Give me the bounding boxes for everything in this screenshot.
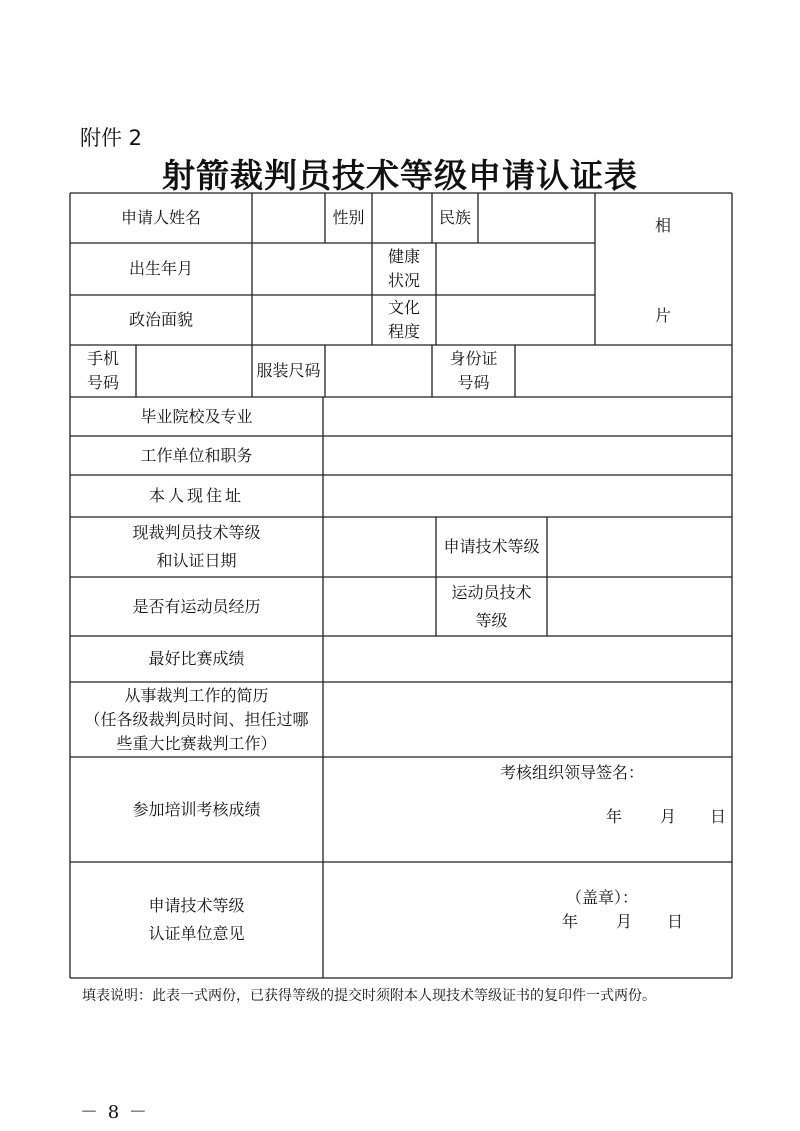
photo-label-bottom: 片 [655,306,672,325]
opinion-year-label: 年 [562,912,579,931]
photo-label-top: 相 [655,216,672,235]
education-label-line2: 程度 [387,322,420,341]
resume-line2: （任各级裁判员时间、担任过哪 [84,709,309,729]
education-label [372,295,436,345]
education-label-line1: 文化 [387,298,420,317]
form-title: 射箭裁判员技术等级申请认证表 [162,156,638,195]
clothing-size-label: 服装尺码 [256,361,321,380]
political-field[interactable] [252,295,372,345]
school-major-field[interactable] [323,397,732,436]
clothing-size-field[interactable] [325,345,432,397]
work-unit-label: 工作单位和职务 [140,445,253,465]
phone-label-line1: 手机 [86,349,119,368]
address-field[interactable] [323,475,732,517]
birth-field[interactable] [252,243,372,295]
leader-sign-label: 考核组织领导签名： [500,763,645,782]
id-number-field[interactable] [515,345,732,397]
resume-label [70,682,323,757]
athlete-history-label: 是否有运动员经历 [132,596,261,616]
apply-grade-field[interactable] [547,517,732,577]
political-label: 政治面貌 [128,310,193,329]
phone-label [70,345,136,397]
training-year-label: 年 [606,807,623,826]
health-label-line1: 健康 [387,247,420,266]
attachment-label: 附件 2 [80,126,143,150]
training-score-label: 参加培训考核成绩 [132,799,261,819]
training-month-label: 月 [660,807,677,826]
unit-opinion-label [70,862,323,978]
best-result-label: 最好比赛成绩 [148,649,245,668]
health-label-line2: 状况 [387,271,420,290]
fill-instructions: 填表说明：此表一式两份，已获得等级的提交时须附本人现技术等级证书的复印件一式两份。 [82,988,656,1004]
id-number-label [432,345,515,397]
resume-line1: 从事裁判工作的简历 [124,685,269,705]
athlete-grade-field[interactable] [547,577,732,636]
applicant-name-field[interactable] [252,193,325,243]
current-grade-field[interactable] [323,517,436,577]
address-label: 本人现住址 [148,486,244,505]
athlete-history-field[interactable] [323,577,436,636]
unit-opinion-line1: 申请技术等级 [148,896,245,915]
current-grade-label [70,517,323,577]
phone-field[interactable] [136,345,252,397]
athlete-grade-line1: 运动员技术 [451,582,532,602]
gender-label: 性别 [332,208,365,227]
training-day-label: 日 [710,807,727,826]
id-label-line2: 号码 [457,373,490,392]
resume-line3: 些重大比赛裁判工作） [116,733,277,753]
opinion-day-label: 日 [667,912,684,931]
opinion-month-label: 月 [616,912,633,931]
apply-grade-label: 申请技术等级 [443,537,540,556]
seal-label: （盖章）： [566,888,639,907]
id-label-line1: 身份证 [449,349,498,368]
school-major-label: 毕业院校及专业 [140,406,253,426]
ethnicity-label: 民族 [438,208,471,227]
gender-field[interactable] [372,193,432,243]
applicant-name-label: 申请人姓名 [120,208,201,227]
phone-label-line2: 号码 [86,373,119,392]
current-grade-line1: 现裁判员技术等级 [132,523,261,542]
page-number: － 8 － [80,1102,149,1123]
health-field[interactable] [436,243,595,295]
birth-label: 出生年月 [128,259,193,278]
resume-field[interactable] [323,682,732,757]
education-field[interactable] [436,295,595,345]
ethnicity-field[interactable] [478,193,595,243]
unit-opinion-line2: 认证单位意见 [148,924,245,943]
athlete-grade-label [436,577,547,636]
work-unit-field[interactable] [323,436,732,475]
health-label [372,243,436,295]
current-grade-line2: 和认证日期 [156,551,237,570]
athlete-grade-line2: 等级 [475,610,508,630]
best-result-field[interactable] [323,636,732,682]
